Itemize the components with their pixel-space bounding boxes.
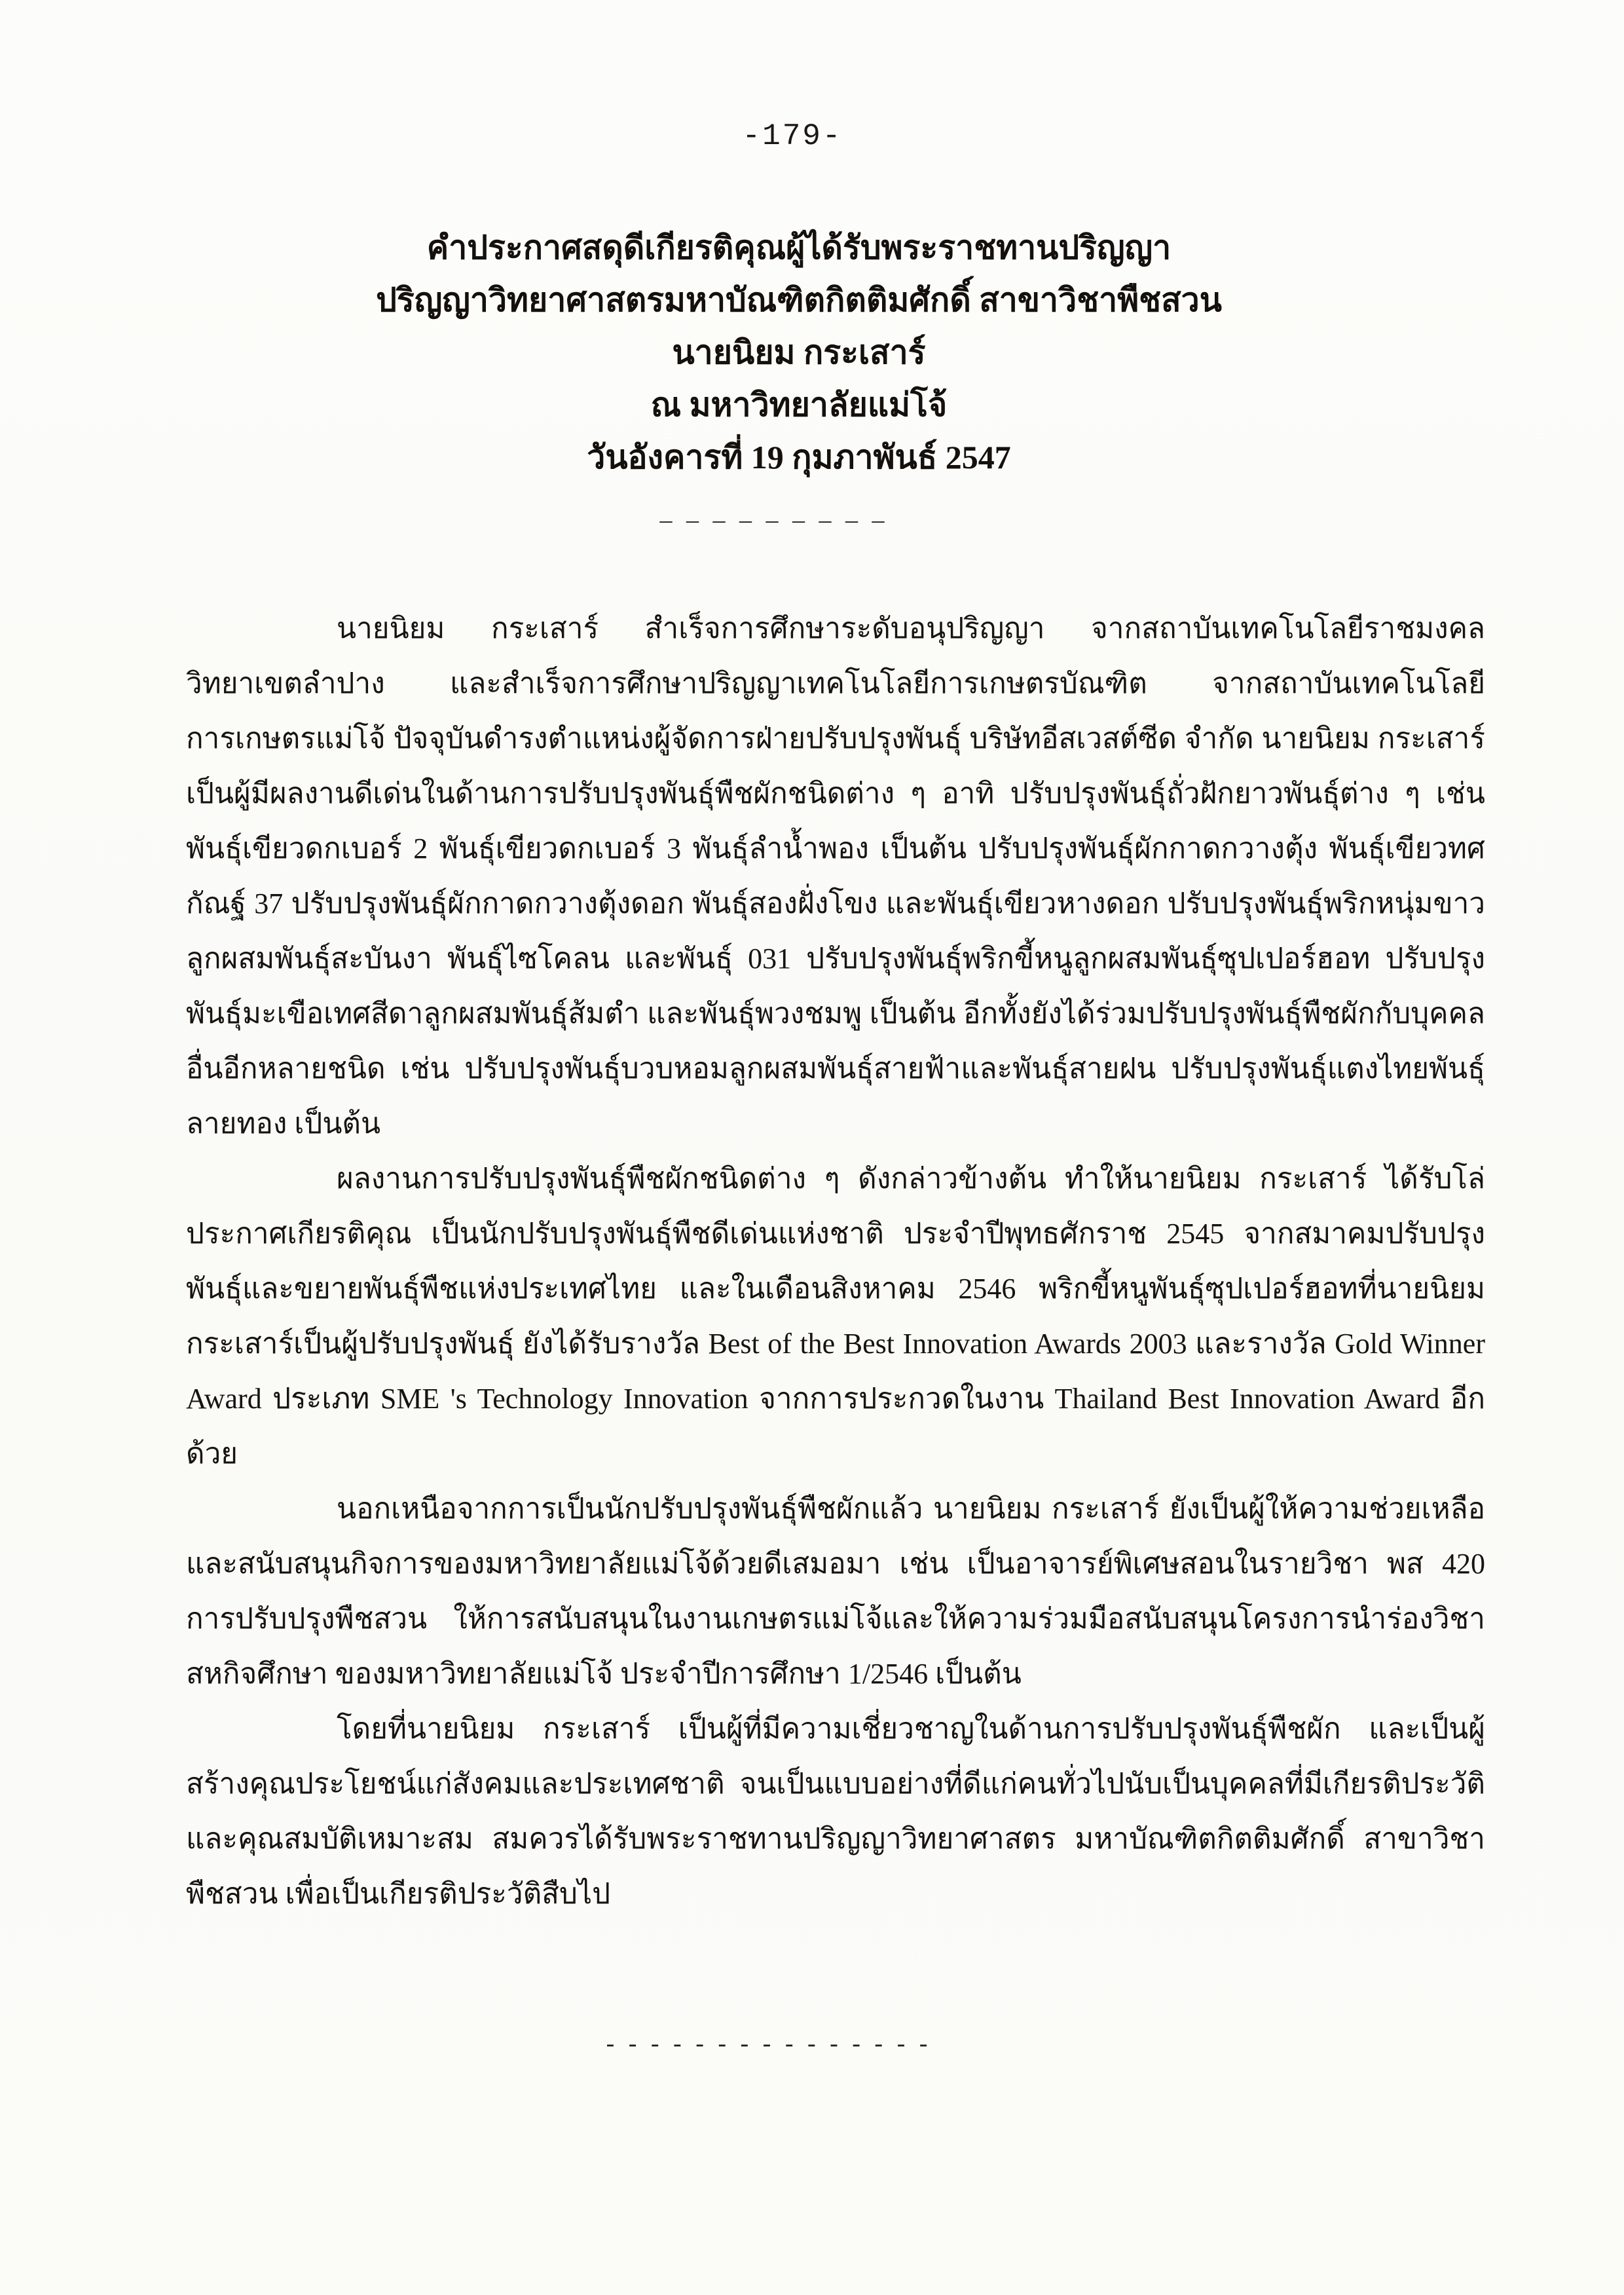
title-block xyxy=(0,221,1598,483)
paragraph-university-support: นอกเหนือจากการเป็นนักปรับปรุงพันธุ์พืชผักแล้ว นายนิยม กระเสาร์ ยังเป็นผู้ให้ความช่วยเหลือและสนับสนุนกิจการของมหาวิทยาลัยแม่โจ้ด้วยดีเสมอมา เช่น เป็นอาจารย์พิเศษสอนในรายวิชา พส 420 การปรับปรุงพืชสวน ให้การสนับสนุนในงานเกษตรแม่โจ้และให้ความร่วมมือสนับสนุนโครงการนำร่องวิชาสหกิจศึกษา ของมหาวิทยาลัยแม่โจ้ ประจำปีการศึกษา 1/2546 เป็นต้น xyxy=(186,1493,1485,1690)
title-line-degree: ปริญญาวิทยาศาสตรมหาบัณฑิตกิตติมศักดิ์ สาขาวิชาพืชสวน xyxy=(376,282,1222,318)
top-dashed-separator: – – – – – – – – – xyxy=(659,506,889,534)
title-line-proclamation: คำประกาศสดุดีเกียรติคุณผู้ได้รับพระราชทานปริญญา xyxy=(426,229,1172,266)
paragraph-education-career: นายนิยม กระเสาร์ สำเร็จการศึกษาระดับอนุปริญญา จากสถาบันเทคโนโลยีราชมงคล วิทยาเขตลำปาง และสำเร็จการศึกษาปริญญาเทคโนโลยีการเกษตรบัณฑิต จากสถาบันเทคโนโลยีการเกษตรแม่โจ้ ปัจจุบันดำรงตำแหน่งผู้จัดการฝ่ายปรับปรุงพันธุ์ บริษัทอีสเวสต์ซีด จำกัด นายนิยม กระเสาร์ เป็นผู้มีผลงานดีเด่นในด้านการปรับปรุงพันธุ์พืชผักชนิดต่าง ๆ อาทิ ปรับปรุงพันธุ์ถั่วฝักยาวพันธุ์ต่าง ๆ เช่น พันธุ์เขียวดกเบอร์ 2 พันธุ์เขียวดกเบอร์ 3 พันธุ์ลำน้ำพอง เป็นต้น ปรับปรุงพันธุ์ผักกาดกวางตุ้ง พันธุ์เขียวทศกัณฐ์ 37 ปรับปรุงพันธุ์ผักกาดกวางตุ้งดอก พันธุ์สองฝั่งโขง และพันธุ์เขียวหางดอก ปรับปรุงพันธุ์พริกหนุ่มขาวลูกผสมพันธุ์สะบันงา พันธุ์ไซโคลน และพันธุ์ 031 ปรับปรุงพันธุ์พริกขี้หนูลูกผสมพันธุ์ซุปเปอร์ฮอท ปรับปรุงพันธุ์มะเขือเทศสีดาลูกผสมพันธุ์ส้มตำ และพันธุ์พวงชมพู เป็นต้น อีกทั้งยังได้ร่วมปรับปรุงพันธุ์พืชผักกับบุคคลอื่นอีกหลายชนิด เช่น ปรับปรุงพันธุ์บวบหอมลูกผสมพันธุ์สายฟ้าและพันธุ์สายฝน ปรับปรุงพันธุ์แตงไทยพันธุ์ลายทอง เป็นต้น xyxy=(186,612,1485,1140)
document-body xyxy=(186,601,1485,1922)
title-line-university: ณ มหาวิทยาลัยแม่โจ้ xyxy=(650,386,948,423)
paragraph-conclusion: โดยที่นายนิยม กระเสาร์ เป็นผู้ที่มีความเชี่ยวชาญในด้านการปรับปรุงพันธุ์พืชผัก และเป็นผู้สร้างคุณประโยชน์แก่สังคมและประเทศชาติ จนเป็นแบบอย่างที่ดีแก่คนทั่วไปนับเป็นบุคคลที่มีเกียรติประวัติและคุณสมบัติเหมาะสม สมควรได้รับพระราชทานปริญญาวิทยาศาสตร มหาบัณฑิตกิตติมศักดิ์ สาขาวิชาพืชสวน เพื่อเป็นเกียรติประวัติสืบไป xyxy=(186,1713,1485,1910)
title-line-date: วันอังคารที่ 19 กุมภาพันธ์ 2547 xyxy=(587,439,1011,476)
bottom-dashed-separator: - - - - - - - - - - - - - - - xyxy=(606,2030,932,2057)
paragraph-awards: ผลงานการปรับปรุงพันธุ์พืชผักชนิดต่าง ๆ ดังกล่าวข้างต้น ทำให้นายนิยม กระเสาร์ ได้รับโล่ประกาศเกียรติคุณ เป็นนักปรับปรุงพันธุ์พืชดีเด่นแห่งชาติ ประจำปีพุทธศักราช 2545 จากสมาคมปรับปรุงพันธุ์และขยายพันธุ์พืชแห่งประเทศไทย และในเดือนสิงหาคม 2546 พริกขี้หนูพันธุ์ซุปเปอร์ฮอทที่นายนิยม กระเสาร์เป็นผู้ปรับปรุงพันธุ์ ยังได้รับรางวัล Best of the Best Innovation Awards 2003 และรางวัล Gold Winner Award ประเภท SME 's Technology Innovation จากการประกวดในงาน Thailand Best Innovation Award อีกด้วย xyxy=(186,1163,1485,1470)
page-number: -179- xyxy=(742,119,843,153)
title-line-recipient: นายนิยม กระเสาร์ xyxy=(672,334,926,371)
